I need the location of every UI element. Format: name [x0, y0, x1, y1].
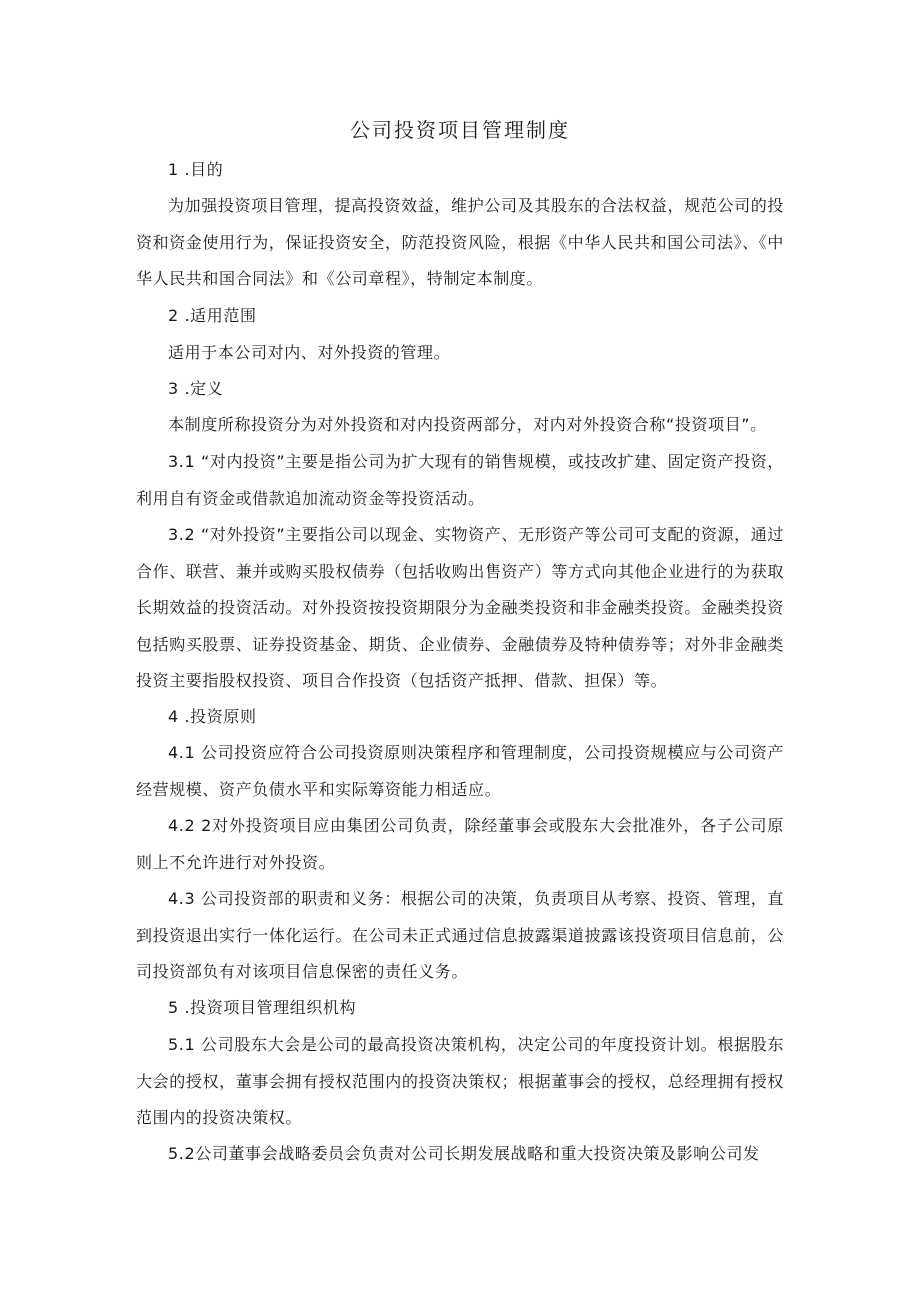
paragraph-4-3: 4.3 公司投资部的职责和义务：根据公司的决策，负责项目从考察、投资、管理，直到投资退出实行一体化运行。在公司未正式通过信息披露渠道披露该投资项目信息前，公司投资部负有对该项目信息保密的责任义务。 [136, 889, 784, 982]
paragraph-definition: 本制度所称投资分为对外投资和对内投资两部分，对内对外投资合称“投资项目”。 [168, 415, 767, 434]
section-heading-3: 3 .定义 [168, 379, 224, 398]
section-heading-1: 1 .目的 [168, 160, 224, 179]
paragraph-3-2: 3.2 “对外投资”主要指公司以现金、实物资产、无形资产等公司可支配的资源，通过合作、联营、兼并或购买股权债券（包括收购出售资产）等方式向其他企业进行的为获取长期效益的投资活动。对外投资按投资期限分为金融类投资和非金融类投资。金融类投资包括购买股票、证券投资基金、期货、企业债券、金融债券及特种债券等；对外非金融类投资主要指股权投资、项目合作投资（包括资产抵押、借款、担保）等。 [136, 525, 784, 691]
section-heading-2: 2 .适用范围 [168, 306, 257, 325]
paragraph-3-1: 3.1 “对内投资”主要是指公司为扩大现有的销售规模，或技改扩建、固定资产投资，利用自有资金或借款追加流动资金等投资活动。 [136, 452, 784, 508]
paragraph-5-1: 5.1 公司股东大会是公司的最高投资决策机构，决定公司的年度投资计划。根据股东大会的授权，董事会拥有授权范围内的投资决策权；根据董事会的授权，总经理拥有授权范围内的投资决策权。 [136, 1035, 784, 1128]
paragraph-5-2: 5.2公司董事会战略委员会负责对公司长期发展战略和重大投资决策及影响公司发 [168, 1144, 760, 1163]
paragraph-4-2: 4.2 2对外投资项目应由集团公司负责，除经董事会或股东大会批准外，各子公司原则上不允许进行对外投资。 [136, 816, 784, 872]
document-title: 公司投资项目管理制度 [350, 118, 570, 142]
paragraph-scope: 适用于本公司对内、对外投资的管理。 [168, 343, 451, 362]
section-heading-4: 4 .投资原则 [168, 707, 257, 726]
section-heading-5: 5 .投资项目管理组织机构 [168, 998, 357, 1017]
paragraph-4-1: 4.1 公司投资应符合公司投资原则决策程序和管理制度，公司投资规模应与公司资产经营规模、资产负债水平和实际筹资能力相适应。 [136, 743, 784, 799]
paragraph-purpose: 为加强投资项目管理，提高投资效益，维护公司及其股东的合法权益，规范公司的投资和资金使用行为，保证投资安全，防范投资风险，根据《中华人民共和国公司法》、《中华人民共和国合同法》和《公司章程》，特制定本制度。 [136, 196, 785, 289]
